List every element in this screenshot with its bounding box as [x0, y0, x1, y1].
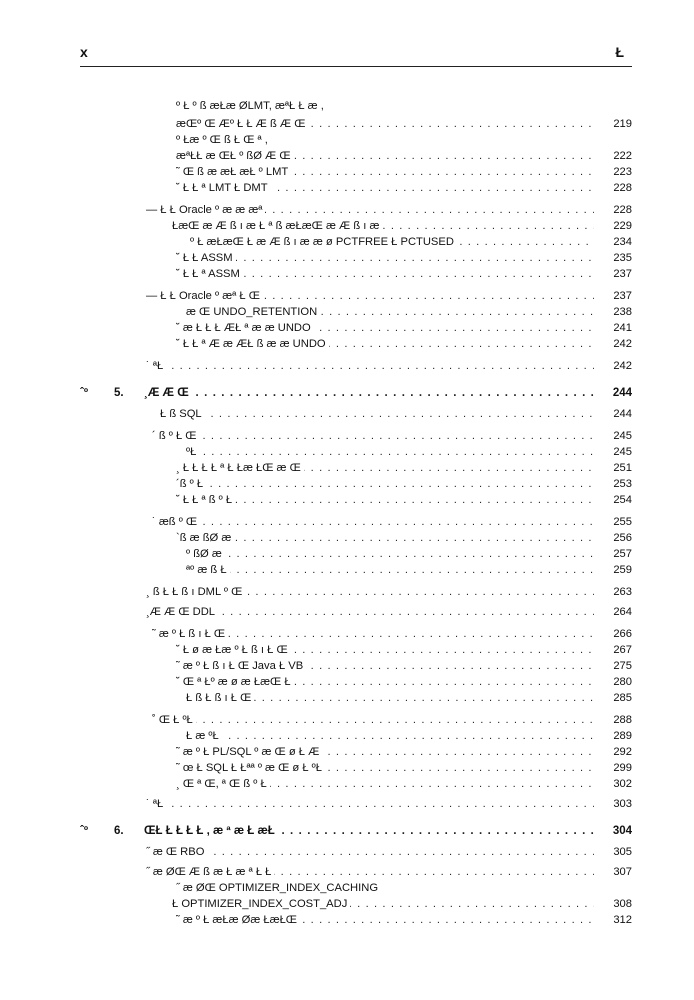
toc-entry-row — [0, 117, 694, 131]
toc-page-number: 288 — [613, 714, 632, 726]
toc-entry-title: ˙ ªŁ — [146, 360, 166, 372]
toc-entry-row — [0, 605, 694, 619]
toc-entry-row — [0, 99, 694, 113]
toc-entry-title: Ł ß Ł ß ı Ł Œ — [186, 692, 254, 704]
toc-entry-row — [0, 585, 694, 599]
toc-page-number: 256 — [613, 532, 632, 544]
toc-entry-row — [0, 359, 694, 373]
toc-entry-row — [0, 729, 694, 743]
toc-page-number: 302 — [613, 778, 632, 790]
toc-chapter-row — [0, 824, 694, 838]
toc-entry-title: ˙ ªŁ — [146, 798, 166, 810]
toc-entry-title: ˜ æ º Ł æŁæ Øæ ŁæŁŒ — [176, 914, 300, 926]
toc-entry-title: ¸ Ł Ł Ł Ł ª Ł Łæ ŁŒ æ Œ — [176, 462, 304, 474]
toc-entry-title: ˜ æ º Ł PL/SQL º æ Œ ø Ł Æ — [176, 746, 322, 758]
toc-page-number: 222 — [613, 150, 632, 162]
toc-entry-title: æ Œ UNDO_RETENTION — [186, 306, 320, 318]
toc-entry-title: ˝ æ ØŒ Æ ß æ Ł æ ª Ł Ł — [146, 866, 274, 878]
running-header-left: x — [80, 44, 88, 60]
toc-page-number: 307 — [613, 866, 632, 878]
toc-entry-row — [0, 219, 694, 233]
toc-entry-row — [0, 797, 694, 811]
toc-entry-title: — Ł Ł Oracle º æª Ł Œ — [146, 290, 263, 302]
toc-page-number: 245 — [613, 446, 632, 458]
toc-entry-title: ˘ æ Ł Ł Ł ÆŁ ª æ æ UNDO — [176, 322, 314, 334]
toc-entry-title: ˘ Ł Ł ASSM — [176, 252, 236, 264]
toc-page-number: 285 — [613, 692, 632, 704]
toc-entry-title: æŒº Œ Æº Ł Ł Æ ß Æ Œ — [176, 118, 308, 130]
toc-entry-title: ´ ß º Ł Œ — [152, 430, 200, 442]
toc-entry-title: ˘ Ł ø æ Łæ º Ł ß ı Ł Œ — [176, 644, 291, 656]
toc-page-number: 263 — [613, 586, 632, 598]
toc-entry-title: ˚ Œ Ł ºŁ — [152, 714, 196, 726]
toc-entry-row — [0, 321, 694, 335]
toc-entry-title: `ß æ ßØ æ — [176, 532, 234, 544]
toc-entry-title: º Ł º ß æŁæ ØLMT, æªŁ Ł æ , — [176, 100, 327, 112]
toc-entry-title: Ł æ ºŁ — [186, 730, 222, 742]
toc-page-number: 238 — [613, 306, 632, 318]
toc-entry-row — [0, 477, 694, 491]
toc-entry-row — [0, 913, 694, 927]
toc-entry-row — [0, 777, 694, 791]
toc-page-number: 308 — [613, 898, 632, 910]
toc-page-number: 244 — [613, 408, 632, 420]
toc-page-number: 229 — [613, 220, 632, 232]
toc-page-number: 267 — [613, 644, 632, 656]
toc-page-number: 237 — [613, 290, 632, 302]
toc-entry-row — [0, 289, 694, 303]
toc-entry-title: ¸Æ Æ Œ DDL — [146, 606, 218, 618]
toc-entry-row — [0, 133, 694, 147]
toc-entry-row — [0, 745, 694, 759]
toc-entry-row — [0, 267, 694, 281]
toc-page-number: 228 — [613, 204, 632, 216]
toc-page-number: 289 — [613, 730, 632, 742]
toc-entry-row — [0, 713, 694, 727]
toc-entry-row — [0, 627, 694, 641]
chapter-number: 6. — [114, 825, 124, 837]
toc-page-number: 253 — [613, 478, 632, 490]
toc-page-number: 244 — [612, 387, 632, 399]
toc-page-number: 242 — [613, 360, 632, 372]
toc-page-number: 241 — [613, 322, 632, 334]
toc-entry-row — [0, 461, 694, 475]
toc-entry-title: º ßØ æ — [186, 548, 225, 560]
toc-entry-title: ŒŁ Ł Ł Ł Ł , æ ª æ Ł æŁ — [144, 825, 278, 837]
toc-entry-row — [0, 445, 694, 459]
toc-entry-row — [0, 251, 694, 265]
toc-entry-row — [0, 165, 694, 179]
toc-page-number: 237 — [613, 268, 632, 280]
toc-entry-row — [0, 845, 694, 859]
toc-entry-row — [0, 881, 694, 895]
toc-page-number: 251 — [613, 462, 632, 474]
toc-entry-row — [0, 407, 694, 421]
toc-entry-title: ˘ Ł Ł ª Æ æ ÆŁ ß æ æ UNDO — [176, 338, 329, 350]
toc-entry-title: ˙ æß º Œ — [152, 516, 200, 528]
toc-page-number: 312 — [613, 914, 632, 926]
toc-entry-title: ºŁ — [186, 446, 199, 458]
toc-entry-row — [0, 337, 694, 351]
toc-entry-row — [0, 515, 694, 529]
toc-page-number: 304 — [612, 825, 632, 837]
toc-entry-title: ´ß º Ł — [176, 478, 206, 490]
toc-entry-title: Ł OPTIMIZER_INDEX_COST_ADJ — [172, 898, 350, 910]
toc-entry-title: ˜ œ Ł SQL Ł Łªª º æ Œ ø Ł ºŁ — [176, 762, 325, 774]
toc-page-number: 219 — [613, 118, 632, 130]
chapter-number: 5. — [114, 387, 124, 399]
toc-entry-row — [0, 493, 694, 507]
toc-entry-row — [0, 643, 694, 657]
toc-entry-row — [0, 149, 694, 163]
toc-entry-row — [0, 547, 694, 561]
toc-entry-row — [0, 305, 694, 319]
toc-page-number: 242 — [613, 338, 632, 350]
toc-entry-title: ˜ æ º Ł ß ı Ł Œ Java Ł VB — [176, 660, 306, 672]
toc-page-number: 264 — [613, 606, 632, 618]
toc-page-number: 280 — [613, 676, 632, 688]
header-rule — [80, 66, 632, 67]
toc-entry-title: ¸Æ Æ Œ — [144, 387, 192, 399]
toc-entry-row — [0, 429, 694, 443]
toc-page-number: 305 — [613, 846, 632, 858]
toc-entry-row — [0, 181, 694, 195]
toc-entry-row — [0, 675, 694, 689]
toc-entry-row — [0, 531, 694, 545]
toc-page-number: 292 — [613, 746, 632, 758]
toc-entry-row — [0, 203, 694, 217]
toc-entry-title: ¸ Œ ª Œ, ª Œ ß º Ł — [176, 778, 270, 790]
toc-page-number: 259 — [613, 564, 632, 576]
toc-entry-title: ˜ Œ ß æ æŁ æŁ º LMT — [176, 166, 291, 178]
toc-entry-title: ŁæŒ æ Æ ß ı æ Ł ª ß æŁæŒ æ Æ ß ı æ — [172, 220, 382, 232]
toc-page-number: 223 — [613, 166, 632, 178]
toc-entry-row — [0, 761, 694, 775]
toc-page-number: 257 — [613, 548, 632, 560]
toc-page-number: 228 — [613, 182, 632, 194]
toc-entry-row — [0, 235, 694, 249]
toc-entry-title: º Ł æŁæŒ Ł æ Æ ß ı æ æ ø PCTFREE Ł PCTUSED — [190, 236, 457, 248]
toc-page-number: 303 — [613, 798, 632, 810]
toc-chapter-row — [0, 386, 694, 400]
running-header-right: Ł — [615, 44, 624, 60]
toc-entry-title: — Ł Ł Oracle º æ æ æª — [146, 204, 265, 216]
toc-entry-title: º Łæ º Œ ß Ł Œ ª , — [176, 134, 271, 146]
toc-entry-title: ˘ Ł Ł ª ß º Ł — [176, 494, 235, 506]
toc-page-number: 266 — [613, 628, 632, 640]
toc-entry-title: ˜ æ º Ł ß ı Ł Œ — [152, 628, 228, 640]
toc-entry-title: æªŁŁ æ ŒŁ º ßØ Æ Œ — [176, 150, 294, 162]
toc-page-number: 299 — [613, 762, 632, 774]
toc-entry-row — [0, 659, 694, 673]
toc-entry-title: ¸ ß Ł Ł ß ı DML º Œ — [146, 586, 245, 598]
toc-entry-title: ªº æ ß Ł — [186, 564, 230, 576]
toc-entry-title: ˝ æ Œ RBO — [146, 846, 207, 858]
toc-page-number: 254 — [613, 494, 632, 506]
toc-page-number: 255 — [613, 516, 632, 528]
toc-page-number: 234 — [613, 236, 632, 248]
chapter-mark: ˆº — [80, 825, 89, 837]
toc-page-number: 235 — [613, 252, 632, 264]
chapter-mark: ˆº — [80, 387, 89, 399]
toc-page-number: 245 — [613, 430, 632, 442]
toc-entry-title: ˘ Ł Ł ª ASSM — [176, 268, 243, 280]
toc-entry-row — [0, 865, 694, 879]
toc-entry-title: ˝ æ ØŒ OPTIMIZER_INDEX_CACHING — [176, 882, 381, 894]
toc-entry-row — [0, 563, 694, 577]
toc-page-number: 275 — [613, 660, 632, 672]
toc-entry-row — [0, 897, 694, 911]
toc-entry-title: ˘ Œ ª Łº æ ø æ ŁæŒ Ł — [176, 676, 294, 688]
toc-entry-row — [0, 691, 694, 705]
toc-entry-title: ˘ Ł Ł ª LMT Ł DMT — [176, 182, 271, 194]
toc-entry-title: Ł ß SQL — [160, 408, 205, 420]
